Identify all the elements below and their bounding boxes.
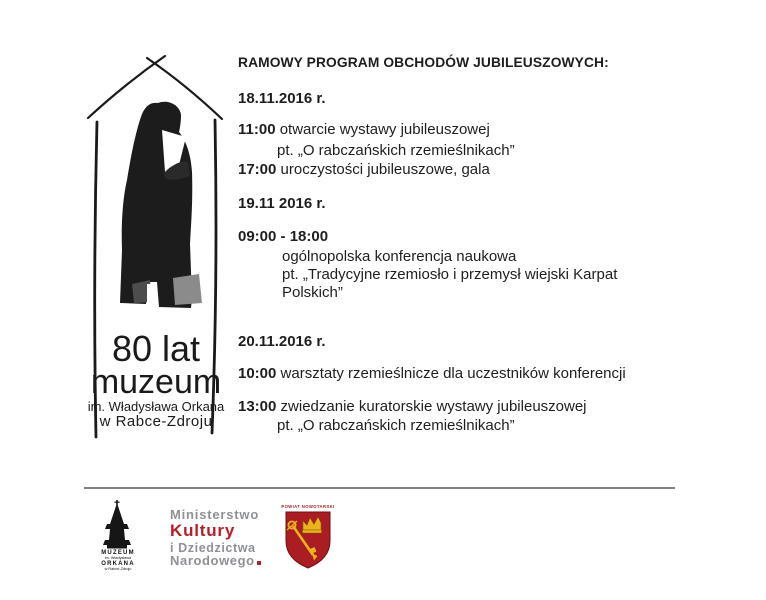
date-heading-1: 18.11.2016 r. (238, 90, 326, 107)
event-time: 11:00 (238, 121, 276, 138)
event-text: warsztaty rzemieślnicze dla uczestników konferencji (280, 365, 626, 382)
event-subline: pt. „Tradycyjne rzemiosło i przemysł wiejski Karpat (282, 266, 618, 283)
museum-footer-line2: im. Władysława (104, 556, 132, 560)
ministry-line4 (170, 554, 261, 567)
event-subline: ogólnopolska konferencja naukowa (282, 248, 517, 265)
date-heading-3: 20.11.2016 r. (238, 333, 326, 350)
event-time: 10:00 (238, 365, 277, 382)
event-subline: Polskich” (282, 284, 343, 301)
event-time: 09:00 - 18:00 (238, 228, 329, 245)
museum-footer-line1: MUZEUM (101, 550, 135, 556)
logo-muzeum: muzeum (90, 363, 222, 401)
logo-wordmark (80, 328, 232, 430)
ministry-line2: Kultury (170, 521, 236, 540)
logo-80-lat: 80 lat (111, 328, 201, 369)
county-caption: POWIAT NOWOTARSKI (281, 504, 335, 509)
ministry-line4-text: Narodowego (170, 553, 255, 568)
county-coat-of-arms (281, 504, 335, 573)
logo-patron: im. Władysława Orkana (87, 399, 225, 414)
program-column (238, 53, 708, 435)
museum-footer-line4: w Rabce-Zdroju (104, 566, 132, 571)
museum-footer-line3: ORKANA (101, 560, 135, 567)
event-row (238, 120, 708, 139)
ministry-line3: i Dziedzictwa (170, 541, 256, 555)
ministry-red-dot (257, 561, 261, 565)
event-row (238, 160, 708, 179)
event-row (238, 364, 708, 383)
event-text: otwarcie wystawy jubileuszowej (279, 121, 490, 138)
program-heading: RAMOWY PROGRAM OBCHODÓW JUBILEUSZOWYCH: (238, 55, 609, 70)
ministry-line1: Ministerstwo (170, 507, 260, 522)
sculpture-leg-gap (147, 284, 155, 308)
church-tower-icon (93, 500, 143, 549)
sculpture-highlight (173, 274, 202, 305)
ministry-logo (170, 507, 261, 567)
event-subline: pt. „O rabczańskich rzemieślnikach” (277, 417, 515, 434)
event-subline: pt. „O rabczańskich rzemieślnikach” (277, 142, 515, 159)
event-time: 13:00 (238, 398, 277, 415)
event-row (238, 397, 708, 416)
event-row (238, 227, 708, 246)
event-text: zwiedzanie kuratorskie wystawy jubileuszowej (280, 398, 587, 415)
museum-footer-logo (92, 500, 144, 571)
event-time: 17:00 (238, 161, 277, 178)
footer-divider (84, 487, 675, 489)
county-shield-icon (283, 511, 333, 573)
event-text: uroczystości jubileuszowe, gala (280, 161, 490, 178)
date-heading-2: 19.11 2016 r. (238, 195, 326, 212)
logo-city: w Rabce-Zdroju (99, 413, 213, 430)
